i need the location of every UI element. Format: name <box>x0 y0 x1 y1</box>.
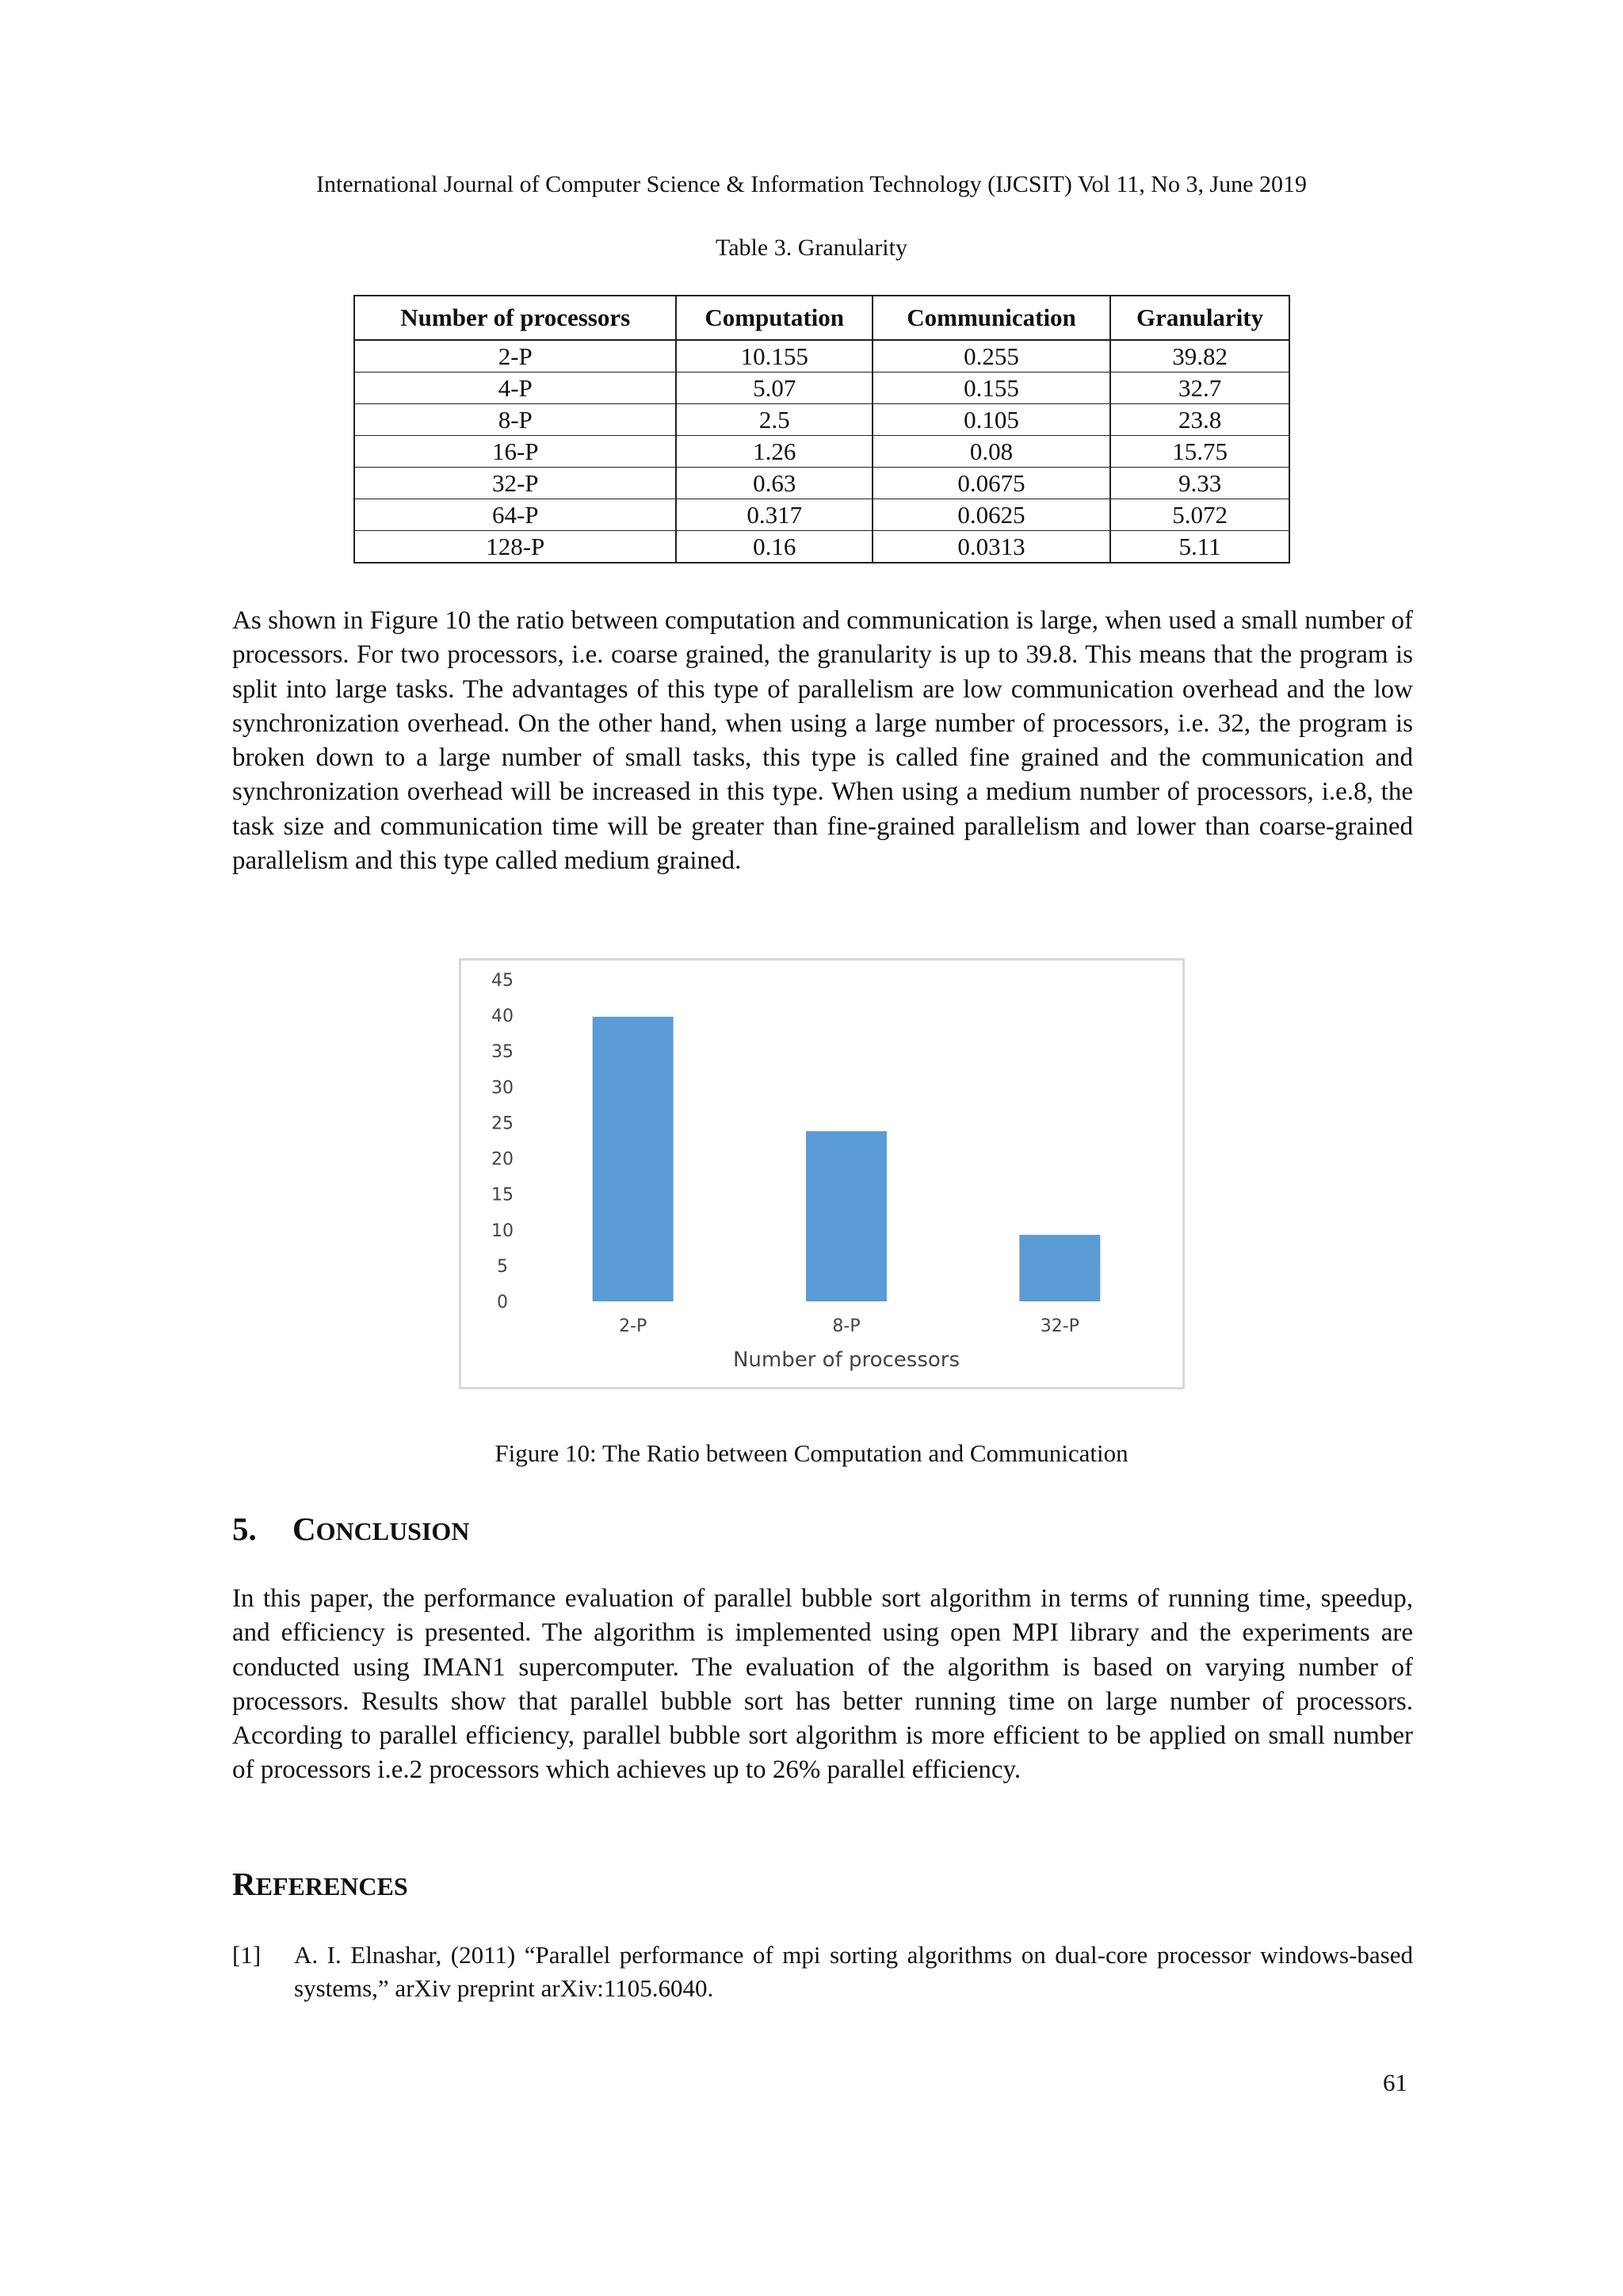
x-tick-label: 2-P <box>619 1316 647 1336</box>
table-cell: 4-P <box>354 372 676 404</box>
table-cell: 0.317 <box>676 499 872 531</box>
table-cell: 9.33 <box>1110 468 1289 499</box>
reference-text: A. I. Elnashar, (2011) “Parallel performance of mpi sorting algorithms on dual-core processor windows-based systems,” arXiv preprint arXiv:1105.6040. <box>294 1941 1413 2002</box>
table-cell: 5.072 <box>1110 499 1289 531</box>
y-tick-label: 5 <box>497 1256 508 1277</box>
conclusion-heading <box>232 1510 469 1548</box>
body-paragraph: As shown in Figure 10 the ratio between computation and communication is large, when used a small number of processors. For two processors, i.e. coarse grained, the granularity is up to 39.8. This means that the program is split into large tasks. The advantages of this type of parallelism are low communication overhead and the low synchronization overhead. On the other hand, when using a large number of processors, i.e. 32, the program is broken down to a large number of small tasks, this type is called fine grained and the communication and synchronization overhead will be increased in this type. When using a medium number of processors, i.e.8, the task size and communication time will be greater than fine-grained parallelism and lower than coarse-grained parallelism and this type called medium grained. <box>232 606 1413 876</box>
references-heading <box>232 1865 408 1903</box>
table-cell: 16-P <box>354 436 676 468</box>
y-tick-label: 35 <box>491 1042 514 1063</box>
table-cell: 15.75 <box>1110 436 1289 468</box>
table-cell: 0.16 <box>676 531 872 563</box>
table-row <box>354 531 1289 563</box>
x-tick-label: 32-P <box>1040 1316 1079 1336</box>
table-cell: 39.82 <box>1110 340 1289 372</box>
y-tick-label: 20 <box>491 1149 514 1170</box>
reference-number: [1] <box>232 1941 262 1969</box>
figure-caption: Figure 10: The Ratio between Computation and Communication <box>495 1439 1128 1467</box>
table-cell: 0.155 <box>873 372 1110 404</box>
y-tick-label: 10 <box>491 1221 514 1241</box>
table-cell: 10.155 <box>676 340 872 372</box>
table-caption: Table 3. Granularity <box>716 235 907 261</box>
page-number: 61 <box>1383 2069 1407 2096</box>
table-cell: 0.08 <box>873 436 1110 468</box>
granularity-table <box>353 295 1290 563</box>
table-row <box>354 436 1289 468</box>
bar-2-P <box>593 1017 674 1301</box>
table-cell: 64-P <box>354 499 676 531</box>
x-axis-label: Number of processors <box>732 1348 960 1372</box>
table-row <box>354 499 1289 531</box>
y-tick-label: 45 <box>491 971 514 991</box>
table-cell: 0.0625 <box>873 499 1110 531</box>
bar-32-P <box>1019 1235 1100 1301</box>
table-row <box>354 404 1289 436</box>
section-title-rest: EFERENCES <box>255 1872 408 1901</box>
table-cell: 2-P <box>354 340 676 372</box>
chart-canvas <box>461 961 1187 1392</box>
table-row <box>354 468 1289 499</box>
column-header: Computation <box>676 296 872 340</box>
table-cell: 0.255 <box>873 340 1110 372</box>
column-header: Communication <box>873 296 1110 340</box>
y-tick-label: 30 <box>491 1078 514 1098</box>
conclusion-paragraph: In this paper, the performance evaluation of parallel bubble sort algorithm in terms of running time, speedup, and efficiency is presented. The algorithm is implemented using open MPI library and the experiments are conducted using IMAN1 supercomputer. The evaluation of the algorithm is based on varying number of processors. Results show that parallel bubble sort has better running time on large number of processors. According to parallel efficiency, parallel bubble sort algorithm is more efficient to be applied on small number of processors i.e.2 processors which achieves up to 26% parallel efficiency. <box>232 1584 1413 1785</box>
table-cell: 1.26 <box>676 436 872 468</box>
y-tick-label: 25 <box>491 1114 514 1134</box>
table-cell: 128-P <box>354 531 676 563</box>
y-tick-label: 0 <box>497 1293 508 1312</box>
journal-header: International Journal of Computer Science & Information Technology (IJCSIT) Vol 11, No 3, June 2019 <box>316 171 1307 197</box>
column-header: Number of processors <box>354 296 676 340</box>
table-cell: 23.8 <box>1110 404 1289 436</box>
bar-8-P <box>806 1131 887 1301</box>
table-cell: 32-P <box>354 468 676 499</box>
table-cell: 8-P <box>354 404 676 436</box>
table-row <box>354 372 1289 404</box>
y-tick-label: 40 <box>491 1007 514 1027</box>
y-tick-label: 15 <box>491 1185 514 1205</box>
section-title-initial: C <box>292 1511 316 1547</box>
section-number: 5. <box>232 1511 257 1547</box>
section-title-rest: ONCLUSION <box>315 1517 470 1545</box>
column-header: Granularity <box>1110 296 1289 340</box>
table-row <box>354 340 1289 372</box>
table-cell: 32.7 <box>1110 372 1289 404</box>
table-cell: 5.07 <box>676 372 872 404</box>
section-title-initial: R <box>232 1866 256 1902</box>
table-cell: 0.105 <box>873 404 1110 436</box>
table-cell: 5.11 <box>1110 531 1289 563</box>
table-cell: 0.0313 <box>873 531 1110 563</box>
table-cell: 0.63 <box>676 468 872 499</box>
table-cell: 0.0675 <box>873 468 1110 499</box>
reference-item <box>232 1939 1413 2005</box>
table-header-row <box>354 296 1289 340</box>
granularity-bar-chart <box>459 958 1185 1389</box>
table-cell: 2.5 <box>676 404 872 436</box>
x-tick-label: 8-P <box>832 1316 861 1336</box>
